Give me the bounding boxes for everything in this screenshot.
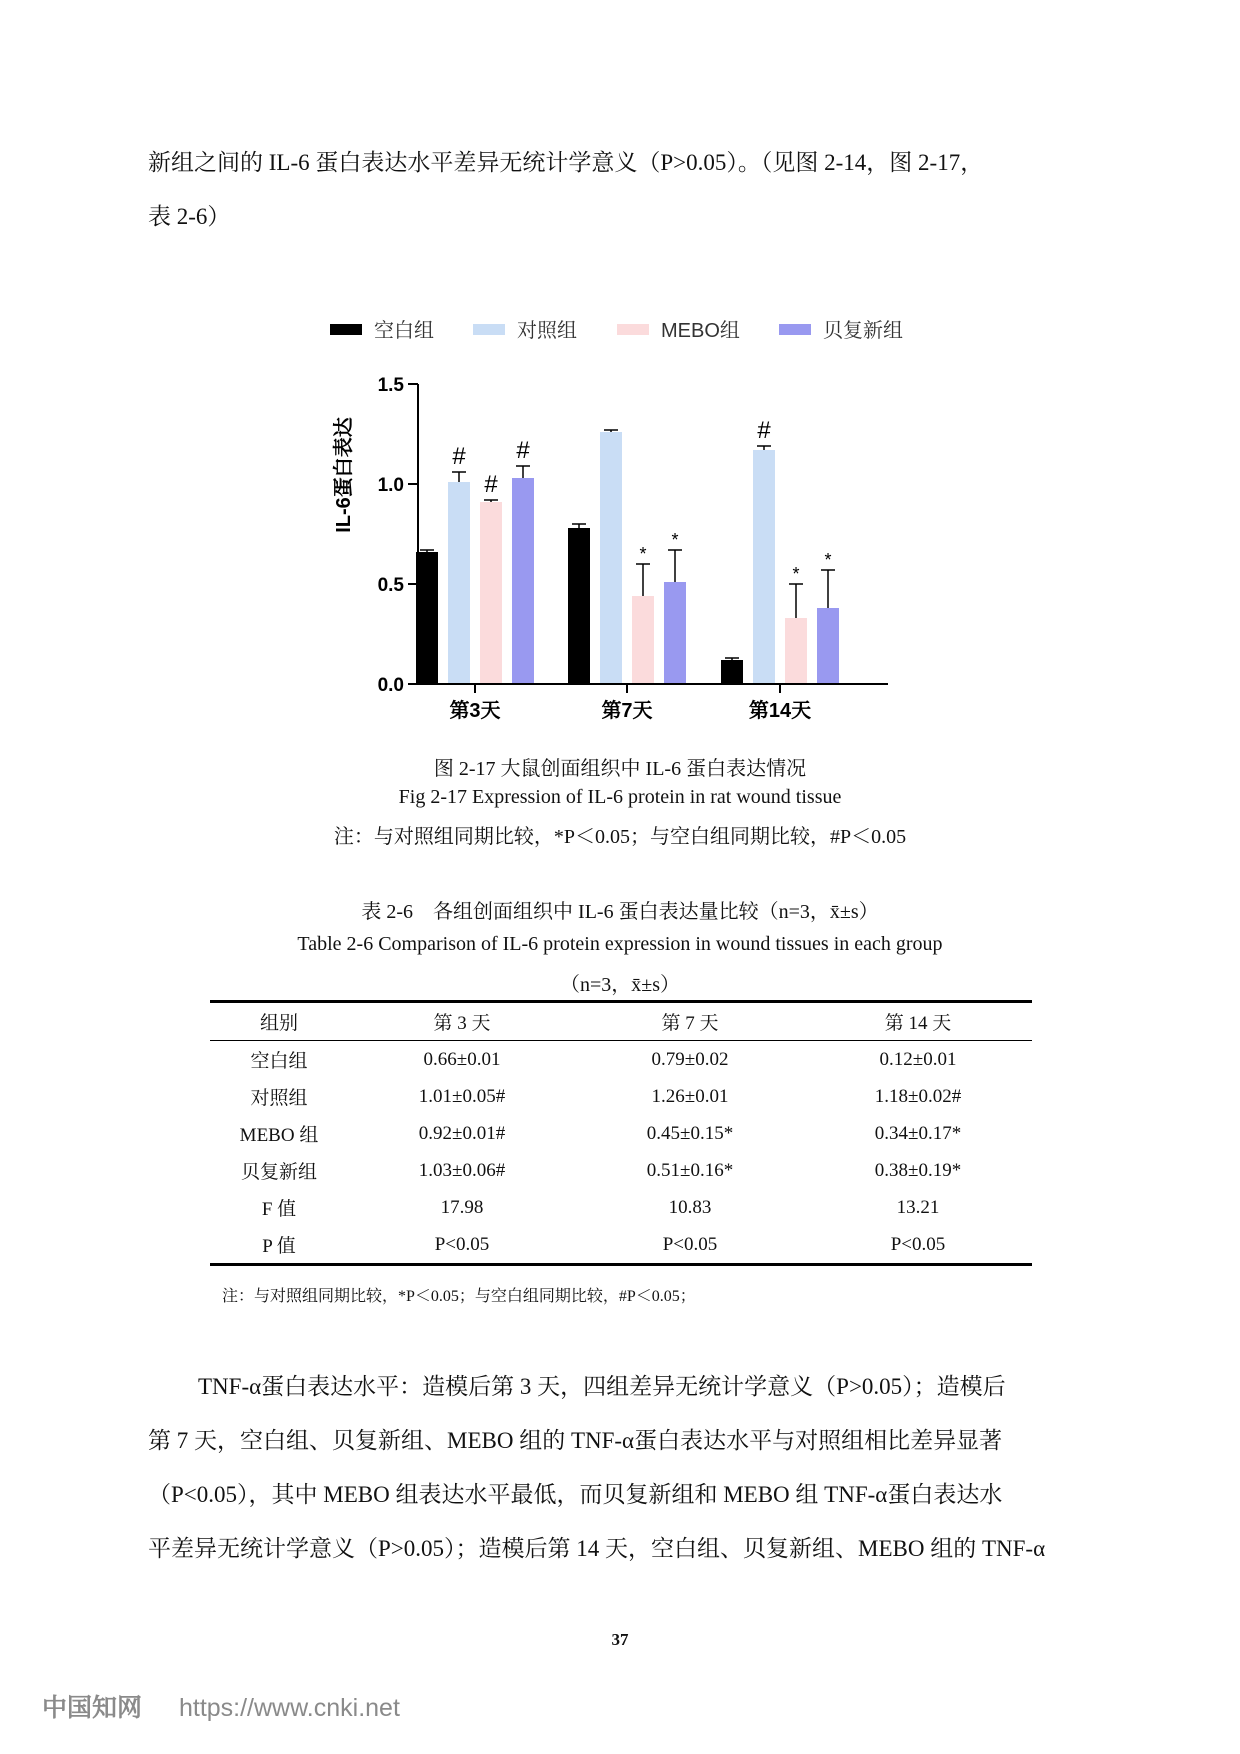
significance-mark: *: [824, 550, 832, 570]
table-row: [210, 1189, 1032, 1226]
table-cell: P<0.05: [890, 1233, 946, 1255]
bar: [512, 478, 534, 684]
chart-legend: [330, 319, 903, 342]
table-cell: 13.21: [896, 1196, 940, 1218]
figure-caption-cn: 图 2-17 大鼠创面组织中 IL-6 蛋白表达情况: [433, 758, 807, 780]
significance-mark: #: [484, 471, 498, 498]
table-row: [210, 1041, 1032, 1079]
table-cell: P<0.05: [662, 1233, 718, 1255]
bar: [785, 618, 807, 684]
legend-swatch: [779, 324, 811, 335]
table-cell: MEBO 组: [239, 1125, 319, 1146]
y-tick-label: 0.0: [377, 675, 404, 696]
figure-note: 注：与对照组同期比较，*P＜0.05；与空白组同期比较，#P＜0.05: [333, 826, 907, 848]
legend-swatch: [473, 324, 505, 335]
significance-mark: *: [639, 544, 647, 564]
table-cell: 0.92±0.01#: [418, 1122, 506, 1144]
header-day7: 第 7 天: [576, 1002, 804, 1041]
table-cell: 空白组: [250, 1051, 308, 1072]
table-caption-en-sub: （n=3，x̄±s）: [559, 974, 681, 996]
legend-label: 空白组: [374, 320, 434, 342]
y-axis-label: IL-6蛋白表达: [333, 417, 355, 533]
table-cell: 0.38±0.19*: [874, 1159, 962, 1181]
bar: [753, 450, 775, 684]
table-cell: 0.34±0.17*: [874, 1122, 962, 1144]
table-cell: P<0.05: [434, 1233, 490, 1255]
table-cell: 1.03±0.06#: [418, 1159, 506, 1181]
bar: [632, 596, 654, 684]
significance-mark: #: [757, 417, 771, 444]
table-cell: 0.45±0.15*: [646, 1122, 734, 1144]
x-tick-label: 第3天: [449, 700, 501, 722]
table-cell: 0.12±0.01: [879, 1048, 957, 1070]
significance-mark: #: [516, 437, 530, 464]
y-tick-label: 1.5: [377, 375, 404, 396]
bar: [721, 660, 743, 684]
figure-caption-en: Fig 2-17 Expression of IL-6 protein in rat wound tissue: [398, 786, 842, 808]
footer: [42, 1688, 400, 1724]
table-row: [210, 1226, 1032, 1265]
page-number: 37: [611, 1630, 629, 1649]
table-cell: 17.98: [440, 1196, 484, 1218]
table-cell: 1.01±0.05#: [418, 1085, 506, 1107]
bar: [568, 528, 590, 684]
text-line: 表 2-6）: [148, 204, 231, 229]
results-table: [210, 1000, 1032, 1266]
table-caption-cn: 表 2-6 各组创面组织中 IL-6 蛋白表达量比较（n=3，x̄±s）: [361, 901, 879, 923]
table-cell: 对照组: [250, 1088, 308, 1109]
table-cell: F 值: [261, 1199, 297, 1220]
bar: [480, 502, 502, 684]
text-line: 平差异无统计学意义（P>0.05）；造模后第 14 天，空白组、贝复新组、MEBO 组的 TNF-α: [148, 1536, 1046, 1561]
y-tick-label: 1.0: [377, 475, 404, 496]
bar: [448, 482, 470, 684]
legend-label: 对照组: [517, 320, 577, 342]
y-tick-label: 0.5: [377, 575, 404, 596]
cnki-logo: 中国知网: [42, 1694, 143, 1722]
table-note: 注：与对照组同期比较，*P＜0.05；与空白组同期比较，#P＜0.05；: [222, 1288, 696, 1305]
header-group: 组别: [210, 1002, 348, 1041]
bar: [817, 608, 839, 684]
table-cell: 10.83: [668, 1196, 712, 1218]
table-cell: 1.18±0.02#: [874, 1085, 962, 1107]
legend-label: 贝复新组: [823, 320, 903, 342]
y-axis: [378, 375, 418, 696]
text-line: 第 7 天，空白组、贝复新组、MEBO 组的 TNF-α蛋白表达水平与对照组相比差异显著: [148, 1428, 1003, 1453]
table-cell: 0.79±0.02: [651, 1048, 729, 1070]
bar: [600, 432, 622, 684]
significance-mark: #: [452, 443, 466, 470]
table-cell: 0.66±0.01: [423, 1048, 501, 1070]
bar: [416, 552, 438, 684]
bars: [416, 417, 839, 684]
text-line: 新组之间的 IL-6 蛋白表达水平差异无统计学意义（P>0.05）。（见图 2-14，图 2-17，: [148, 150, 984, 175]
table-header-row: [210, 1002, 1032, 1041]
text-line: TNF-α蛋白表达水平：造模后第 3 天，四组差异无统计学意义（P>0.05）；造模后: [198, 1374, 1006, 1399]
table-caption-en: Table 2-6 Comparison of IL-6 protein expression in wound tissues in each group: [297, 933, 943, 955]
x-axis: [418, 684, 888, 722]
header-day14: 第 14 天: [804, 1002, 1032, 1041]
table-row: [210, 1152, 1032, 1189]
table-row: [210, 1078, 1032, 1115]
body-paragraph: [148, 1360, 1108, 1576]
text-line: （P<0.05），其中 MEBO 组表达水平最低，而贝复新组和 MEBO 组 TNF-α蛋白表达水: [148, 1482, 1003, 1507]
x-tick-label: 第7天: [601, 700, 653, 722]
header-day3: 第 3 天: [348, 1002, 576, 1041]
legend-swatch: [617, 324, 649, 335]
legend-swatch: [330, 324, 362, 335]
bar: [664, 582, 686, 684]
legend-label: MEBO组: [661, 320, 740, 342]
footer-url[interactable]: https://www.cnki.net: [178, 1694, 400, 1722]
table-cell: 0.51±0.16*: [646, 1159, 734, 1181]
x-tick-label: 第14天: [748, 700, 812, 722]
intro-paragraph: [148, 136, 1108, 244]
significance-mark: *: [792, 564, 800, 584]
table-cell: 贝复新组: [240, 1162, 317, 1183]
il6-bar-chart: [310, 300, 930, 730]
table-row: [210, 1115, 1032, 1152]
table-cell: 1.26±0.01: [651, 1085, 729, 1107]
table-cell: P 值: [262, 1236, 296, 1257]
significance-mark: *: [671, 530, 679, 550]
